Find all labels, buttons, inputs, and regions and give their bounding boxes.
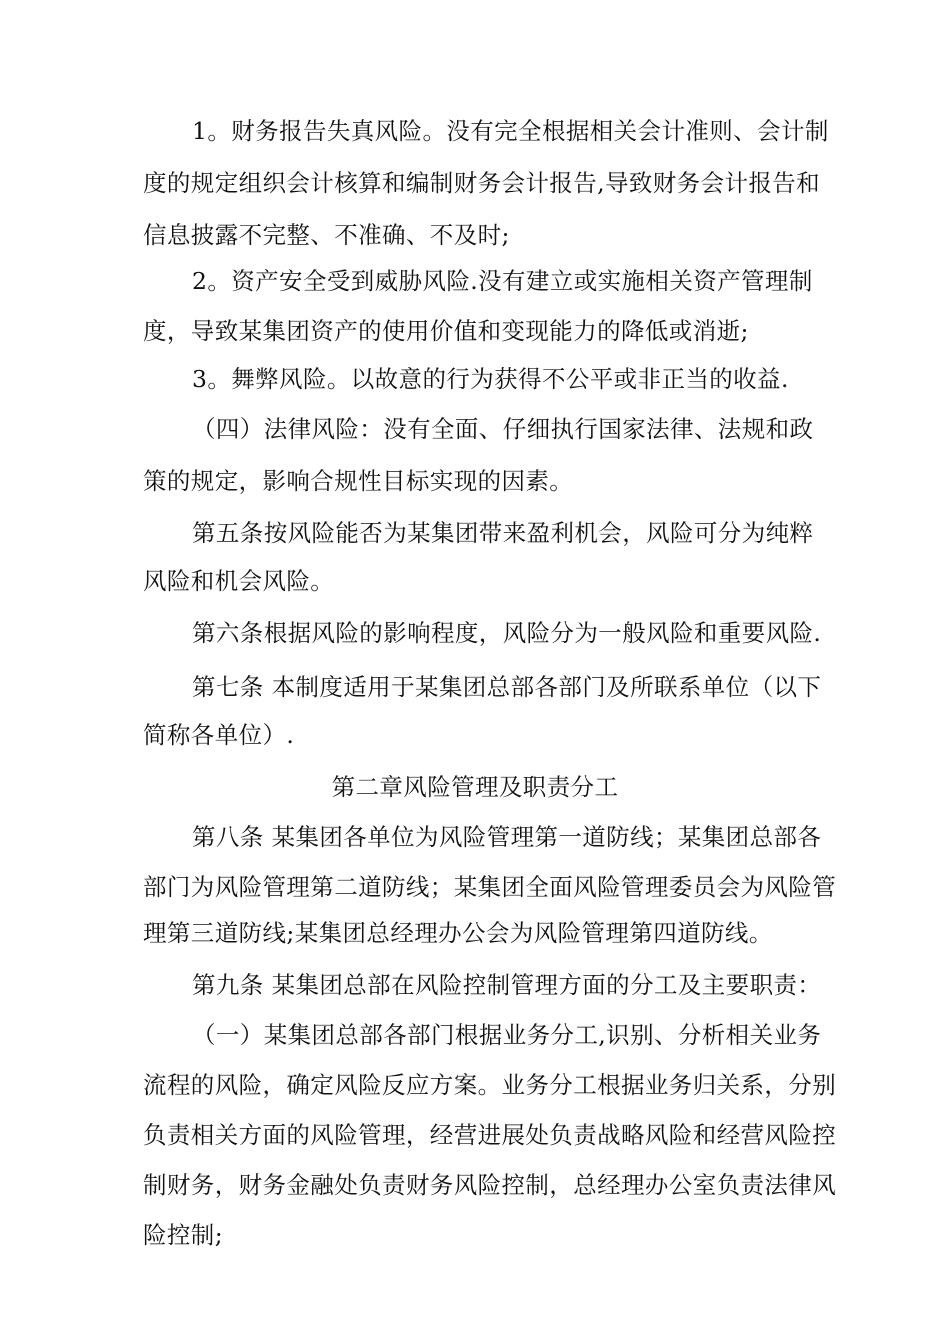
paragraph-line: （一）某集团总部各部门根据业务分工,识别、分析相关业务 — [192, 1021, 822, 1049]
paragraph-line: 制财务，财务金融处负责财务风险控制，总经理办公室负责法律风 — [143, 1171, 837, 1199]
paragraph-line: 简称各单位）. — [143, 721, 295, 749]
paragraph-line: 理第三道防线;某集团总经理办公会为风险管理第四道防线。 — [143, 919, 773, 947]
paragraph-line: 险控制; — [143, 1221, 224, 1249]
paragraph-line: 度的规定组织会计核算和编制财务会计报告,导致财务会计报告和 — [143, 169, 821, 197]
paragraph-line: 部门为风险管理第二道防线；某集团全面风险管理委员会为风险管 — [143, 873, 837, 901]
paragraph-line: 度，导致某集团资产的使用价值和变现能力的降低或消逝; — [143, 317, 749, 345]
chapter-heading: 第二章风险管理及职责分工 — [331, 773, 619, 801]
paragraph-line: 第七条 本制度适用于某集团总部各部门及所联系单位（以下 — [192, 673, 822, 701]
paragraph-line: 2。资产安全受到威胁风险.没有建立或实施相关资产管理制 — [192, 267, 813, 295]
paragraph-line: 第六条根据风险的影响程度，风险分为一般风险和重要风险. — [192, 619, 822, 647]
paragraph-line: 信息披露不完整、不准确、不及时; — [143, 221, 510, 249]
paragraph-line: 第五条按风险能否为某集团带来盈利机会，风险可分为纯粹 — [192, 519, 814, 547]
paragraph-line: （四）法律风险：没有全面、仔细执行国家法律、法规和政 — [192, 415, 814, 443]
paragraph-line: 风险和机会风险。 — [143, 567, 335, 595]
paragraph-line: 第九条 某集团总部在风险控制管理方面的分工及主要职责： — [192, 971, 822, 999]
paragraph-line: 负责相关方面的风险管理，经营进展处负责战略风险和经营风险控 — [143, 1121, 837, 1149]
paragraph-line: 3。舞弊风险。以故意的行为获得不公平或非正当的收益. — [192, 365, 789, 393]
paragraph-line: 流程的风险，确定风险反应方案。业务分工根据业务归关系，分别 — [143, 1071, 837, 1099]
paragraph-line: 第八条 某集团各单位为风险管理第一道防线；某集团总部各 — [192, 823, 822, 851]
paragraph-line: 策的规定，影响合规性目标实现的因素。 — [143, 467, 574, 495]
paragraph-line: 1。财务报告失真风险。没有完全根据相关会计准则、会计制 — [192, 117, 829, 145]
